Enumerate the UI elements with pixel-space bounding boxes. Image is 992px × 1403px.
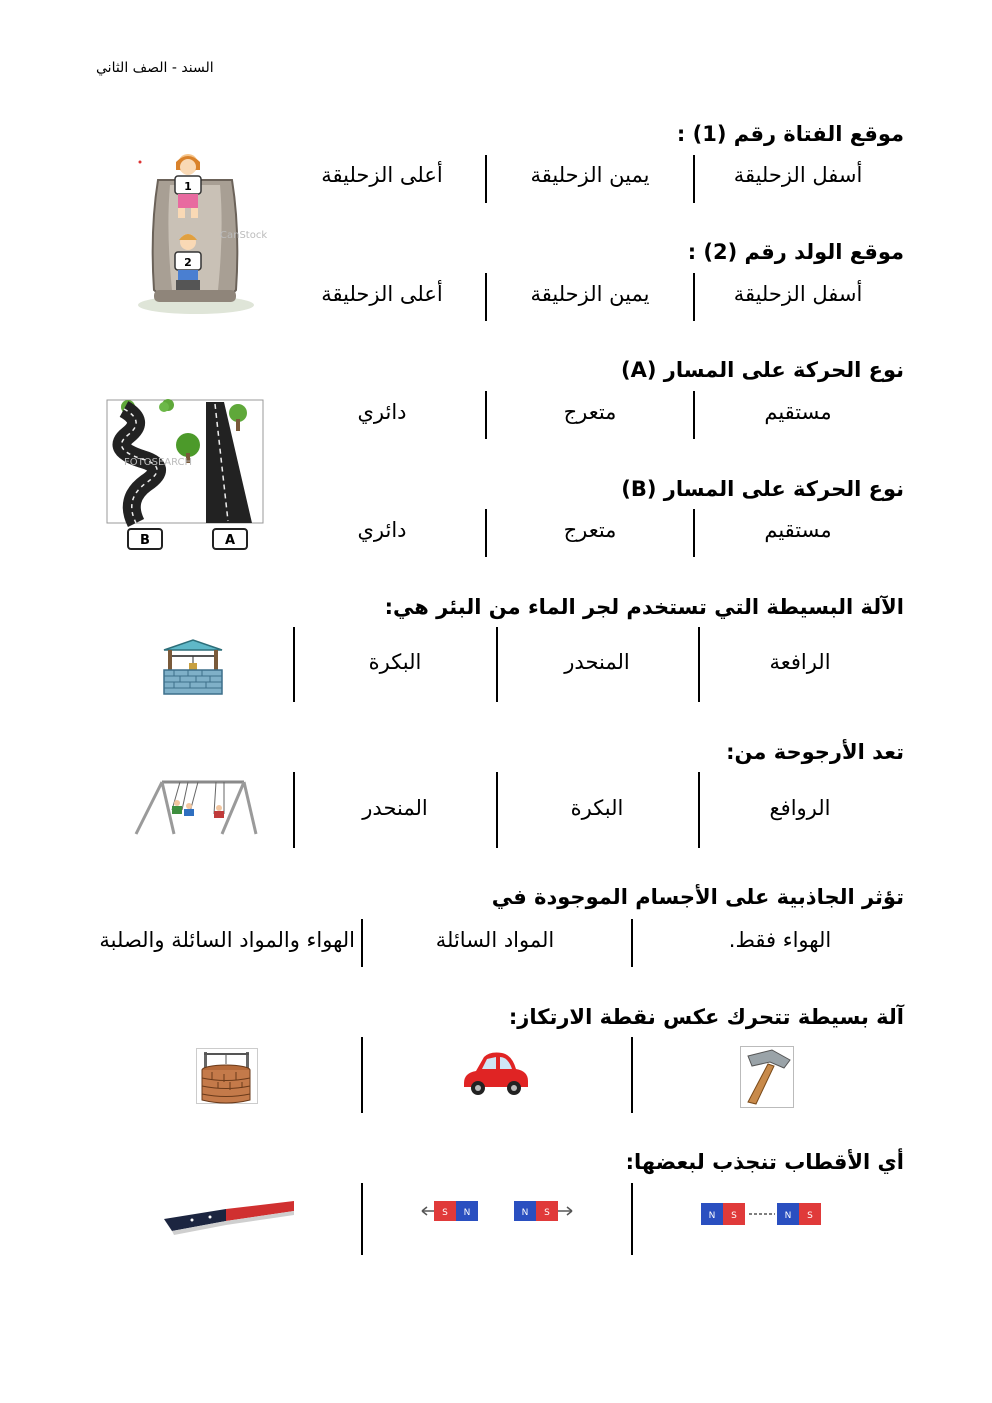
q5-option-3[interactable]: البكرة [368, 650, 422, 674]
divider [485, 273, 487, 321]
q6-option-2[interactable]: البكرة [570, 796, 624, 820]
kid-2-number: 2 [184, 256, 192, 269]
q2-option-1[interactable]: أسفل الزحليقة [733, 282, 863, 306]
divider [496, 772, 498, 848]
road-b-label: B [140, 533, 150, 548]
divider [693, 273, 695, 321]
question-7-title: تؤثر الجاذبية على الأجسام الموجودة في [491, 885, 904, 909]
q3-option-3[interactable]: دائري [357, 400, 407, 424]
magnet-pole-label: S [442, 1208, 448, 1218]
divider [361, 1037, 363, 1113]
divider [293, 772, 295, 848]
magnet-pole-label: N [708, 1211, 716, 1221]
car-option[interactable] [460, 1047, 530, 1102]
q6-option-3[interactable]: المنحدر [362, 796, 428, 820]
magnet-pole-label: S [544, 1208, 550, 1218]
divider [361, 1183, 363, 1255]
hammer-option[interactable] [740, 1046, 794, 1108]
q7-option-2[interactable]: المواد السائلة [435, 928, 555, 952]
divider [698, 627, 700, 702]
question-4-title: نوع الحركة على المسار (B) [621, 477, 904, 501]
divider [631, 1037, 633, 1113]
q3-option-1[interactable]: مستقيم [764, 400, 832, 424]
q2-option-2[interactable]: يمين الزحليقة [530, 282, 650, 306]
q6-option-1[interactable]: الروافع [769, 796, 831, 820]
divider [361, 919, 363, 967]
q7-option-1[interactable]: الهواء فقط. [728, 928, 832, 952]
question-8-title: آلة بسيطة تتحرك عكس نقطة الارتكاز: [508, 1005, 904, 1029]
magnet-pole-label: N [463, 1208, 471, 1218]
magnet-pair-option-2[interactable] [420, 1195, 585, 1231]
question-6-title: تعد الأرجوحة من: [726, 740, 904, 764]
divider [496, 627, 498, 702]
watermark-text: FOTOSEARCH [124, 457, 193, 468]
divider [485, 155, 487, 203]
divider [485, 391, 487, 439]
q5-option-1[interactable]: الرافعة [769, 650, 831, 674]
question-1-title: موقع الفتاة رقم (1) : [676, 122, 904, 146]
divider [693, 155, 695, 203]
q4-option-1[interactable]: مستقيم [764, 518, 832, 542]
bar-magnet-option[interactable] [152, 1195, 298, 1241]
road-a-label: A [224, 533, 236, 548]
q1-option-2[interactable]: يمين الزحليقة [530, 163, 650, 187]
magnet-pole-label: S [807, 1211, 813, 1221]
divider [631, 919, 633, 967]
question-5-title: الآلة البسيطة التي تستخدم لجر الماء من البئر هي: [384, 595, 904, 619]
divider [698, 772, 700, 848]
watermark-text: CanStock [220, 230, 268, 241]
q4-option-3[interactable]: دائري [357, 518, 407, 542]
divider [631, 1183, 633, 1255]
roads-illustration [106, 399, 266, 554]
magnet-pole-label: N [521, 1208, 529, 1218]
question-3-title: نوع الحركة على المسار (A) [620, 358, 904, 382]
kid-1-number: 1 [184, 180, 192, 193]
well-illustration [160, 638, 226, 696]
question-9-title: أي الأقطاب تنجذب لبعضها: [625, 1150, 904, 1174]
well-option[interactable] [196, 1048, 258, 1104]
page-header: السند - الصف الثاني [96, 60, 214, 76]
swing-illustration [132, 776, 260, 836]
magnet-pole-label: N [784, 1211, 792, 1221]
q5-option-2[interactable]: المنحدر [564, 650, 630, 674]
divider [293, 627, 295, 702]
q1-option-1[interactable]: أسفل الزحليقة [733, 163, 863, 187]
q2-option-3[interactable]: أعلى الزحليقة [321, 282, 443, 306]
q7-option-3[interactable]: الهواء والمواد السائلة والصلبة [99, 928, 355, 952]
divider [693, 391, 695, 439]
q4-option-2[interactable]: متعرج [563, 518, 617, 542]
divider [693, 509, 695, 557]
question-2-title: موقع الولد رقم (2) : [687, 240, 904, 264]
magnet-pole-label: S [731, 1211, 737, 1221]
q1-option-3[interactable]: أعلى الزحليقة [321, 163, 443, 187]
slide-illustration [128, 150, 268, 315]
magnet-pair-option-1[interactable] [695, 1195, 835, 1235]
divider [485, 509, 487, 557]
q3-option-2[interactable]: متعرج [563, 400, 617, 424]
